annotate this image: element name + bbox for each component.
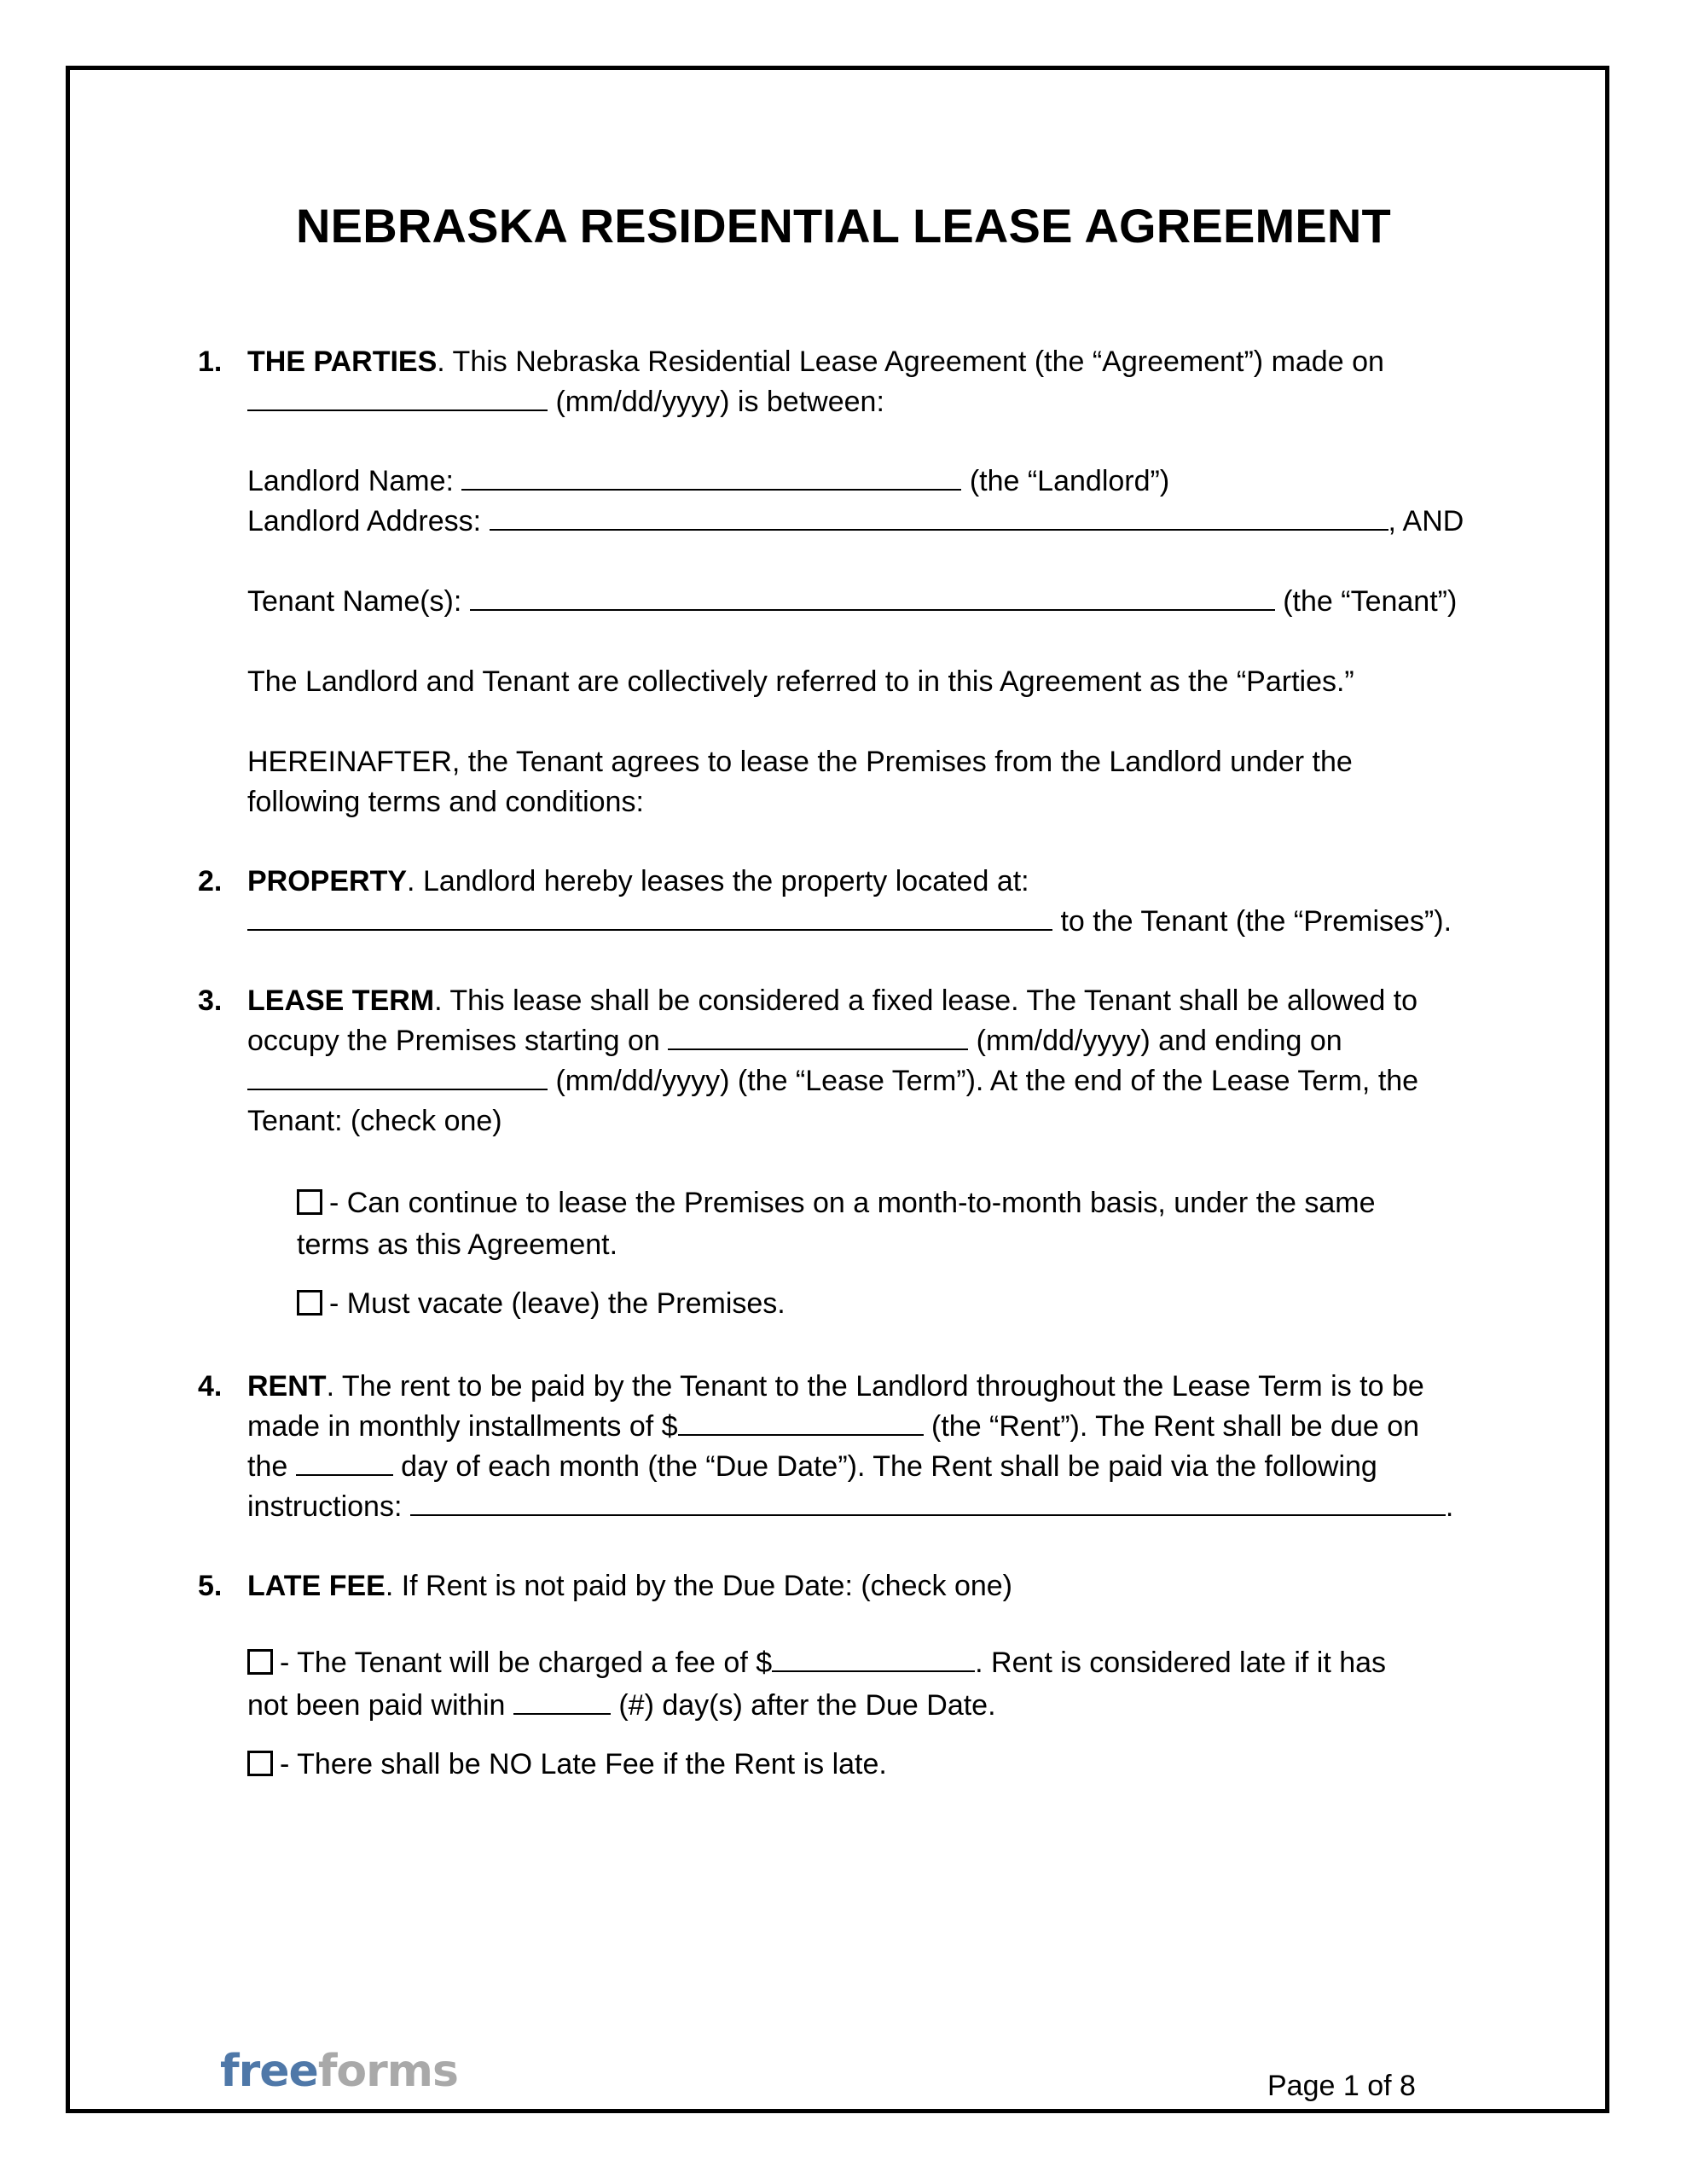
grace-days-blank[interactable]: [513, 1687, 611, 1715]
section-4-line-1: RENT. The rent to be paid by the Tenant to the Landlord throughout the Lease Term is to be: [247, 1370, 1424, 1403]
section-4-number: 4.: [198, 1370, 223, 1403]
freeforms-logo: freeforms: [220, 2046, 458, 2097]
due-day-blank[interactable]: [296, 1449, 393, 1476]
rent-amount-blank[interactable]: [678, 1409, 924, 1436]
tenant-name-blank[interactable]: [470, 584, 1275, 611]
vacate-option: - Must vacate (leave) the Premises.: [297, 1284, 786, 1324]
section-1-line-1: THE PARTIES. This Nebraska Residential Lease Agreement (the “Agreement”) made on: [247, 346, 1384, 378]
landlord-address-line: Landlord Address: , AND: [247, 505, 1464, 537]
section-4-line-2: made in monthly installments of $ (the “Rent”). The Rent shall be due on: [247, 1410, 1420, 1443]
section-3-line-4: Tenant: (check one): [247, 1105, 502, 1137]
section-1-line-2: (mm/dd/yyyy) is between:: [247, 382, 884, 422]
section-4-line-3: the day of each month (the “Due Date”). The Rent shall be paid via the following: [247, 1450, 1377, 1483]
property-address-blank[interactable]: [247, 903, 1052, 931]
month-to-month-option-line-2: terms as this Agreement.: [297, 1228, 618, 1261]
hereinafter-line-1: HEREINAFTER, the Tenant agrees to lease the Premises from the Landlord under the: [247, 746, 1353, 778]
lease-start-date-blank[interactable]: [668, 1023, 968, 1050]
section-3-line-3: (mm/dd/yyyy) (the “Lease Term”). At the end of the Lease Term, the: [247, 1061, 1418, 1101]
section-3-line-2: occupy the Premises starting on (mm/dd/yyyy) and ending on: [247, 1025, 1342, 1057]
lease-end-date-blank[interactable]: [247, 1063, 548, 1090]
late-fee-option-line-2: not been paid within (#) day(s) after the Due Date.: [247, 1689, 996, 1722]
month-to-month-checkbox[interactable]: [297, 1189, 322, 1215]
tenant-name-line: Tenant Name(s): (the “Tenant”): [247, 585, 1458, 618]
section-5-line-1: LATE FEE. If Rent is not paid by the Due Date: (check one): [247, 1570, 1012, 1602]
section-2-heading: PROPERTY: [247, 865, 408, 897]
late-fee-amount-blank[interactable]: [772, 1645, 975, 1672]
late-fee-checkbox[interactable]: [247, 1649, 273, 1675]
agreement-date-blank[interactable]: [247, 384, 548, 411]
section-3-number: 3.: [198, 985, 223, 1017]
section-3-line-1: LEASE TERM. This lease shall be considered a fixed lease. The Tenant shall be allowed to: [247, 985, 1418, 1017]
section-3-heading: LEASE TERM: [247, 985, 435, 1017]
landlord-address-blank[interactable]: [490, 503, 1388, 531]
payment-instructions-blank[interactable]: [410, 1489, 1446, 1516]
hereinafter-line-2: following terms and conditions:: [247, 786, 644, 818]
section-2-line-1: PROPERTY. Landlord hereby leases the property located at:: [247, 865, 1029, 897]
section-4-heading: RENT: [247, 1370, 327, 1403]
section-2-line-2: to the Tenant (the “Premises”).: [247, 902, 1452, 942]
section-1-number: 1.: [198, 346, 223, 378]
section-1-heading: THE PARTIES: [247, 346, 438, 378]
landlord-name-line: Landlord Name: (the “Landlord”): [247, 465, 1170, 497]
late-fee-option: - The Tenant will be charged a fee of $ . Rent is considered late if it has: [247, 1643, 1386, 1683]
month-to-month-option: - Can continue to lease the Premises on a month-to-month basis, under the same: [297, 1183, 1376, 1223]
page-number: Page 1 of 8: [1267, 2070, 1416, 2102]
landlord-name-blank[interactable]: [461, 463, 961, 491]
section-5-heading: LATE FEE: [247, 1570, 386, 1602]
section-4-line-4: instructions: .: [247, 1490, 1454, 1523]
section-2-number: 2.: [198, 865, 223, 897]
document-title: NEBRASKA RESIDENTIAL LEASE AGREEMENT: [296, 199, 1391, 253]
no-late-fee-checkbox[interactable]: [247, 1751, 273, 1776]
no-late-fee-option: - There shall be NO Late Fee if the Rent is late.: [247, 1745, 887, 1785]
section-5-number: 5.: [198, 1570, 223, 1602]
vacate-checkbox[interactable]: [297, 1290, 322, 1316]
parties-definition: The Landlord and Tenant are collectively referred to in this Agreement as the “Parties.”: [247, 665, 1354, 698]
